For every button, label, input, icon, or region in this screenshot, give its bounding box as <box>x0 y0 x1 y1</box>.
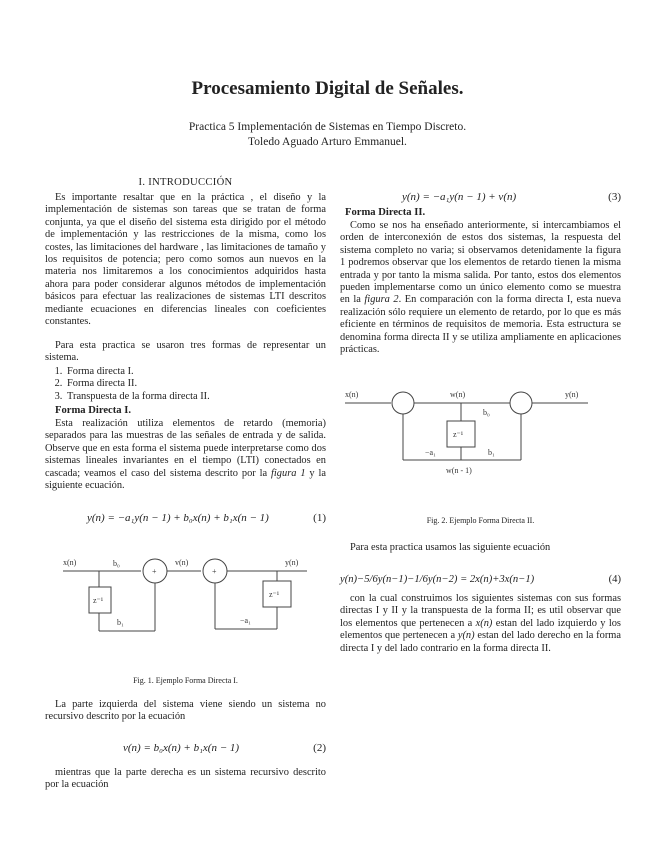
figure-ref: figura 1 <box>271 467 306 479</box>
forms-list <box>45 366 326 403</box>
equation-number: (4) <box>608 574 621 585</box>
equation-4 <box>340 574 621 586</box>
figure-2-diagram <box>343 385 613 480</box>
figure-1-caption: Fig. 1. Ejemplo Forma Directa I. <box>133 676 238 685</box>
signal-w-label: w(n) <box>450 390 466 399</box>
coef-b0-label: b₀ <box>113 559 120 568</box>
coef-b0-label: b₀ <box>483 408 490 417</box>
coef-a1-label: −a₁ <box>425 448 436 457</box>
equation-text: v(n) = b₀x(n) + b₁x(n − 1) <box>123 742 240 754</box>
signal-v-label: v(n) <box>175 558 189 567</box>
signal-wd-label: w(n - 1) <box>446 466 472 475</box>
section-heading-introduccion: I. INTRODUCCIÓN <box>138 177 233 188</box>
subheading-forma-directa-2: Forma Directa II. <box>345 207 426 218</box>
adder-2: + <box>212 567 217 576</box>
text: Esta realización utiliza elementos de retardo (memoria) separados para las muestras de las señales de entrada y de salida. Observe que en esta forma el sistema puede interpretarse como dos sistemas lineales invariantes en el tiempo (LTI) conectados en cascada; veamos el caso del sistema descrito por la <box>45 418 326 479</box>
text: . En comparación con la forma directa I, esta nueva realización sólo requiere un elemento de retardo, por lo que es más eficiente en términos de requisitos de memoria. Esta estructura se denomina forma directa II y se utiliza ampliamente en aplicaciones prácticas. <box>340 294 621 356</box>
text: con la cual construimos los siguientes sistemas con sus formas directas I y II y la transpuesta de la forma II; es util observar que los elementos que pertenecen a <box>340 593 621 629</box>
right-part-paragraph: mientras que la parte derecha es un sistema recursivo descrito por la ecuación <box>45 767 326 791</box>
text: Como se nos ha enseñado anteriormente, si intercambiamos el orden de interconexión de estos dos sistemas, la respuesta del sistema completo no varia; si observamos detenidamente la figura 1 podremos observar que los elementos de retardo tienen la misma entrada y por tanto la misma salida. Por tanto, estos dos elementos pueden implementarse como un único elemento como se muestra en la <box>340 220 621 306</box>
delay-block: z⁻¹ <box>453 430 464 439</box>
figure-2-caption: Fig. 2. Ejemplo Forma Directa II. <box>426 516 535 525</box>
intro-paragraph-2: Para esta practica se usaron tres formas de representar un sistema. <box>45 340 326 364</box>
subheading-forma-directa-1: Forma Directa I. <box>55 405 131 416</box>
systems-paragraph <box>340 593 621 655</box>
equation-text: y(n)−5/6y(n−1)−1/6y(n−2) = 2x(n)+3x(n−1) <box>340 574 535 585</box>
equation-text: y(n) = −a₁y(n − 1) + b₀x(n) + b₁x(n − 1) <box>87 512 269 524</box>
text: estan del lado derecho en la forma directa I y del lado contrario en la forma directa II. <box>340 630 621 654</box>
coef-a1-label: −a₁ <box>240 616 251 625</box>
coef-b1-label: b₁ <box>488 448 495 457</box>
equation-3 <box>340 191 621 203</box>
equation-number: (1) <box>313 512 326 524</box>
list-item: 2. Forma directa II. <box>65 378 326 390</box>
paper-subtitle: Practica 5 Implementación de Sistemas en Tiempo Discreto. <box>188 121 467 133</box>
signal-y-label: y(n) <box>285 558 299 567</box>
equation-number: (2) <box>313 742 326 754</box>
signal-x-label: x(n) <box>63 558 77 567</box>
forma-directa-2-paragraph <box>340 220 621 356</box>
forma-directa-1-paragraph <box>45 418 326 492</box>
signal-ref: x(n) <box>475 617 493 629</box>
figure-ref: figura 2 <box>364 294 399 306</box>
signal-ref: y(n) <box>457 630 475 642</box>
paper-title: Procesamiento Digital de Señales. <box>191 78 464 99</box>
intro-paragraph: Es importante resaltar que en la práctica , el diseño y la implementación de sistemas son tareas que se tratan de forma conjunta, ya que el diseño del sistema esta dirigido por el método de implementación y las restricciones de la misma, como los costes, las limitaciones del hardware , las limitaciones de tamaño y los requisitos de potencia; pero como somos aun nuevos en la materia nos limitaremos a los conocimientos adquiridos hasta ahora para poder considerar algunos métodos de implementación básicos para efectuar las realizaciones de sistemas LTI descritos mediante ecuaciones en diferencias lineales con coeficientes constantes. <box>45 192 326 328</box>
list-item: 3. Transpuesta de la forma directa II. <box>65 391 326 403</box>
signal-y-label: y(n) <box>565 390 579 399</box>
paper-author: Toledo Aguado Arturo Emmanuel. <box>248 136 407 148</box>
equation-intro-paragraph: Para esta practica usamos las siguiente ecuación <box>350 542 551 553</box>
equation-1 <box>45 512 326 524</box>
text: estan del lado izquierdo y los elementos que pertenecen a <box>340 617 621 642</box>
equation-number: (3) <box>608 191 621 203</box>
left-part-paragraph: La parte izquierda del sistema viene siendo un sistema no recursivo descrito por la ecuación <box>45 699 326 723</box>
delay-block-1: z⁻¹ <box>93 596 104 605</box>
equation-2 <box>45 742 326 754</box>
adder-1: + <box>152 567 157 576</box>
text: y la siguiente ecuación. <box>45 467 327 492</box>
list-item: 1. Forma directa I. <box>65 366 326 378</box>
equation-text: y(n) = −a₁y(n − 1) + v(n) <box>402 191 517 203</box>
figure-1-diagram <box>55 545 320 645</box>
signal-x-label: x(n) <box>345 390 359 399</box>
delay-block-2: z⁻¹ <box>269 590 280 599</box>
coef-b1-label: b₁ <box>117 618 124 627</box>
